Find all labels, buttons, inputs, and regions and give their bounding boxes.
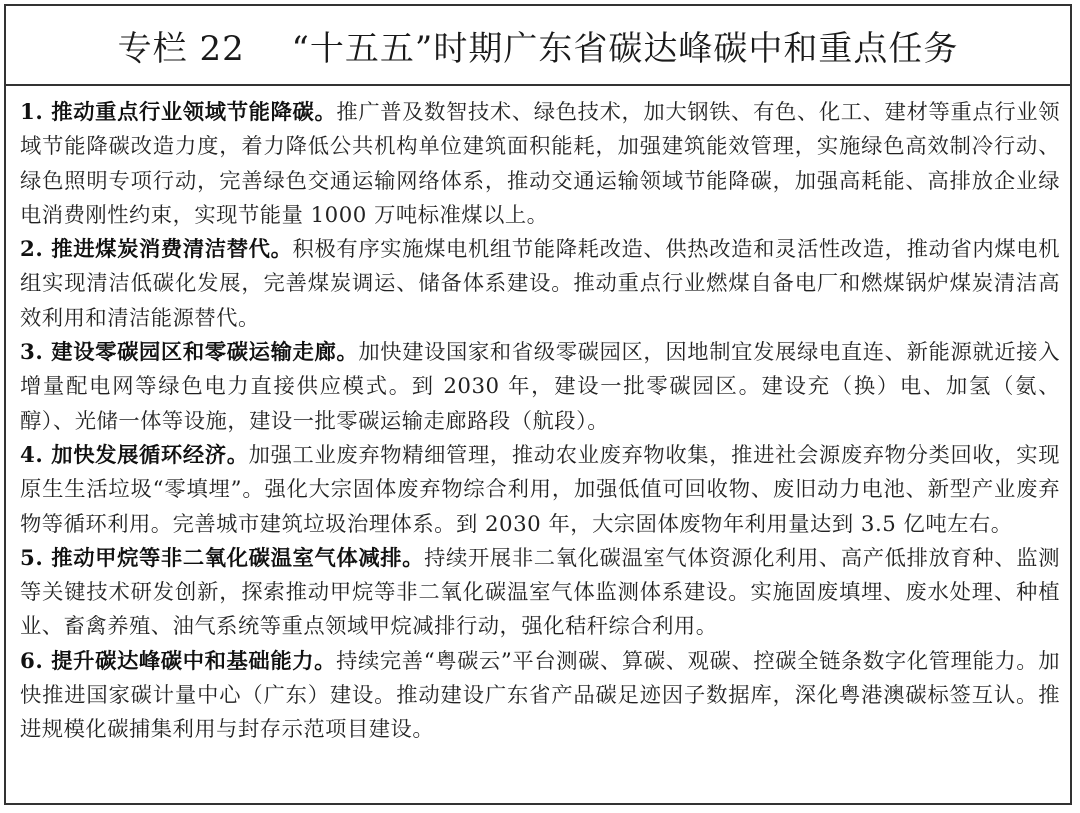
- task-heading: 3. 建设零碳园区和零碳运输走廊。: [20, 340, 359, 366]
- task-body: 积极有序实施煤电机组节能降耗改造、供热改造和灵活性改造，推动省内煤电机组实现清洁低碳化发展，完善煤炭调运、储备体系建设。推动重点行业燃煤自备电厂和燃煤锅炉煤炭清洁高效利用和清洁能源替代。: [20, 237, 1060, 331]
- task-heading: 2. 推进煤炭消费清洁替代。: [20, 237, 293, 263]
- column-title: 专栏 22 “十五五”时期广东省碳达峰碳中和重点任务: [117, 28, 959, 69]
- task-item: [20, 336, 1060, 439]
- task-heading: 5. 推动甲烷等非二氧化碳温室气体减排。: [20, 545, 425, 571]
- task-body: 推广普及数智技术、绿色技术，加大钢铁、有色、化工、建材等重点行业领域节能降碳改造力度，着力降低公共机构单位建筑面积能耗，加强建筑能效管理，实施绿色高效制冷行动、绿色照明专项行动，完善绿色交通运输网络体系，推动交通运输领域节能降碳，加强高耗能、高排放企业绿电消费刚性约束，实现节能量 1000 万吨标准煤以上。: [20, 100, 1060, 228]
- title-bar: [6, 6, 1070, 86]
- column-box: [4, 4, 1072, 805]
- task-body: 持续开展非二氧化碳温室气体资源化利用、高产低排放育种、监测等关键技术研发创新，探索推动甲烷等非二氧化碳温室气体监测体系建设。实施固废填埋、废水处理、种植业、畜禽养殖、油气系统等重点领域甲烷减排行动，强化秸秆综合利用。: [20, 545, 1060, 640]
- task-heading: 4. 加快发展循环经济。: [20, 442, 249, 468]
- task-list: [20, 96, 1060, 748]
- task-body: 加强工业废弃物精细管理，推动农业废弃物收集，推进社会源废弃物分类回收，实现原生生活垃圾“零填埋”。强化大宗固体废弃物综合利用，加强低值可回收物、废旧动力电池、新型产业废弃物等循环利用。完善城市建筑垃圾治理体系。到 2030 年，大宗固体废物年利用量达到 3.5 亿吨左右。: [20, 442, 1060, 537]
- task-heading: 1. 推动重点行业领域节能降碳。: [20, 100, 337, 125]
- task-heading: 6. 提升碳达峰碳中和基础能力。: [20, 648, 337, 674]
- task-item: [20, 542, 1060, 645]
- task-item: [20, 645, 1060, 748]
- task-item: [20, 233, 1060, 336]
- task-body: 持续完善“粤碳云”平台测碳、算碳、观碳、控碳全链条数字化管理能力。加快推进国家碳计量中心（广东）建设。推动建设广东省产品碳足迹因子数据库，深化粤港澳碳标签互认。推进规模化碳捕集利用与封存示范项目建设。: [20, 648, 1060, 743]
- task-item: [20, 96, 1060, 233]
- task-item: [20, 439, 1060, 542]
- task-body: 加快建设国家和省级零碳园区，因地制宜发展绿电直连、新能源就近接入增量配电网等绿色电力直接供应模式。到 2030 年，建设一批零碳园区。建设充（换）电、加氢（氨、醇）、光储一体等设施，建设一批零碳运输走廊路段（航段）。: [20, 340, 1060, 434]
